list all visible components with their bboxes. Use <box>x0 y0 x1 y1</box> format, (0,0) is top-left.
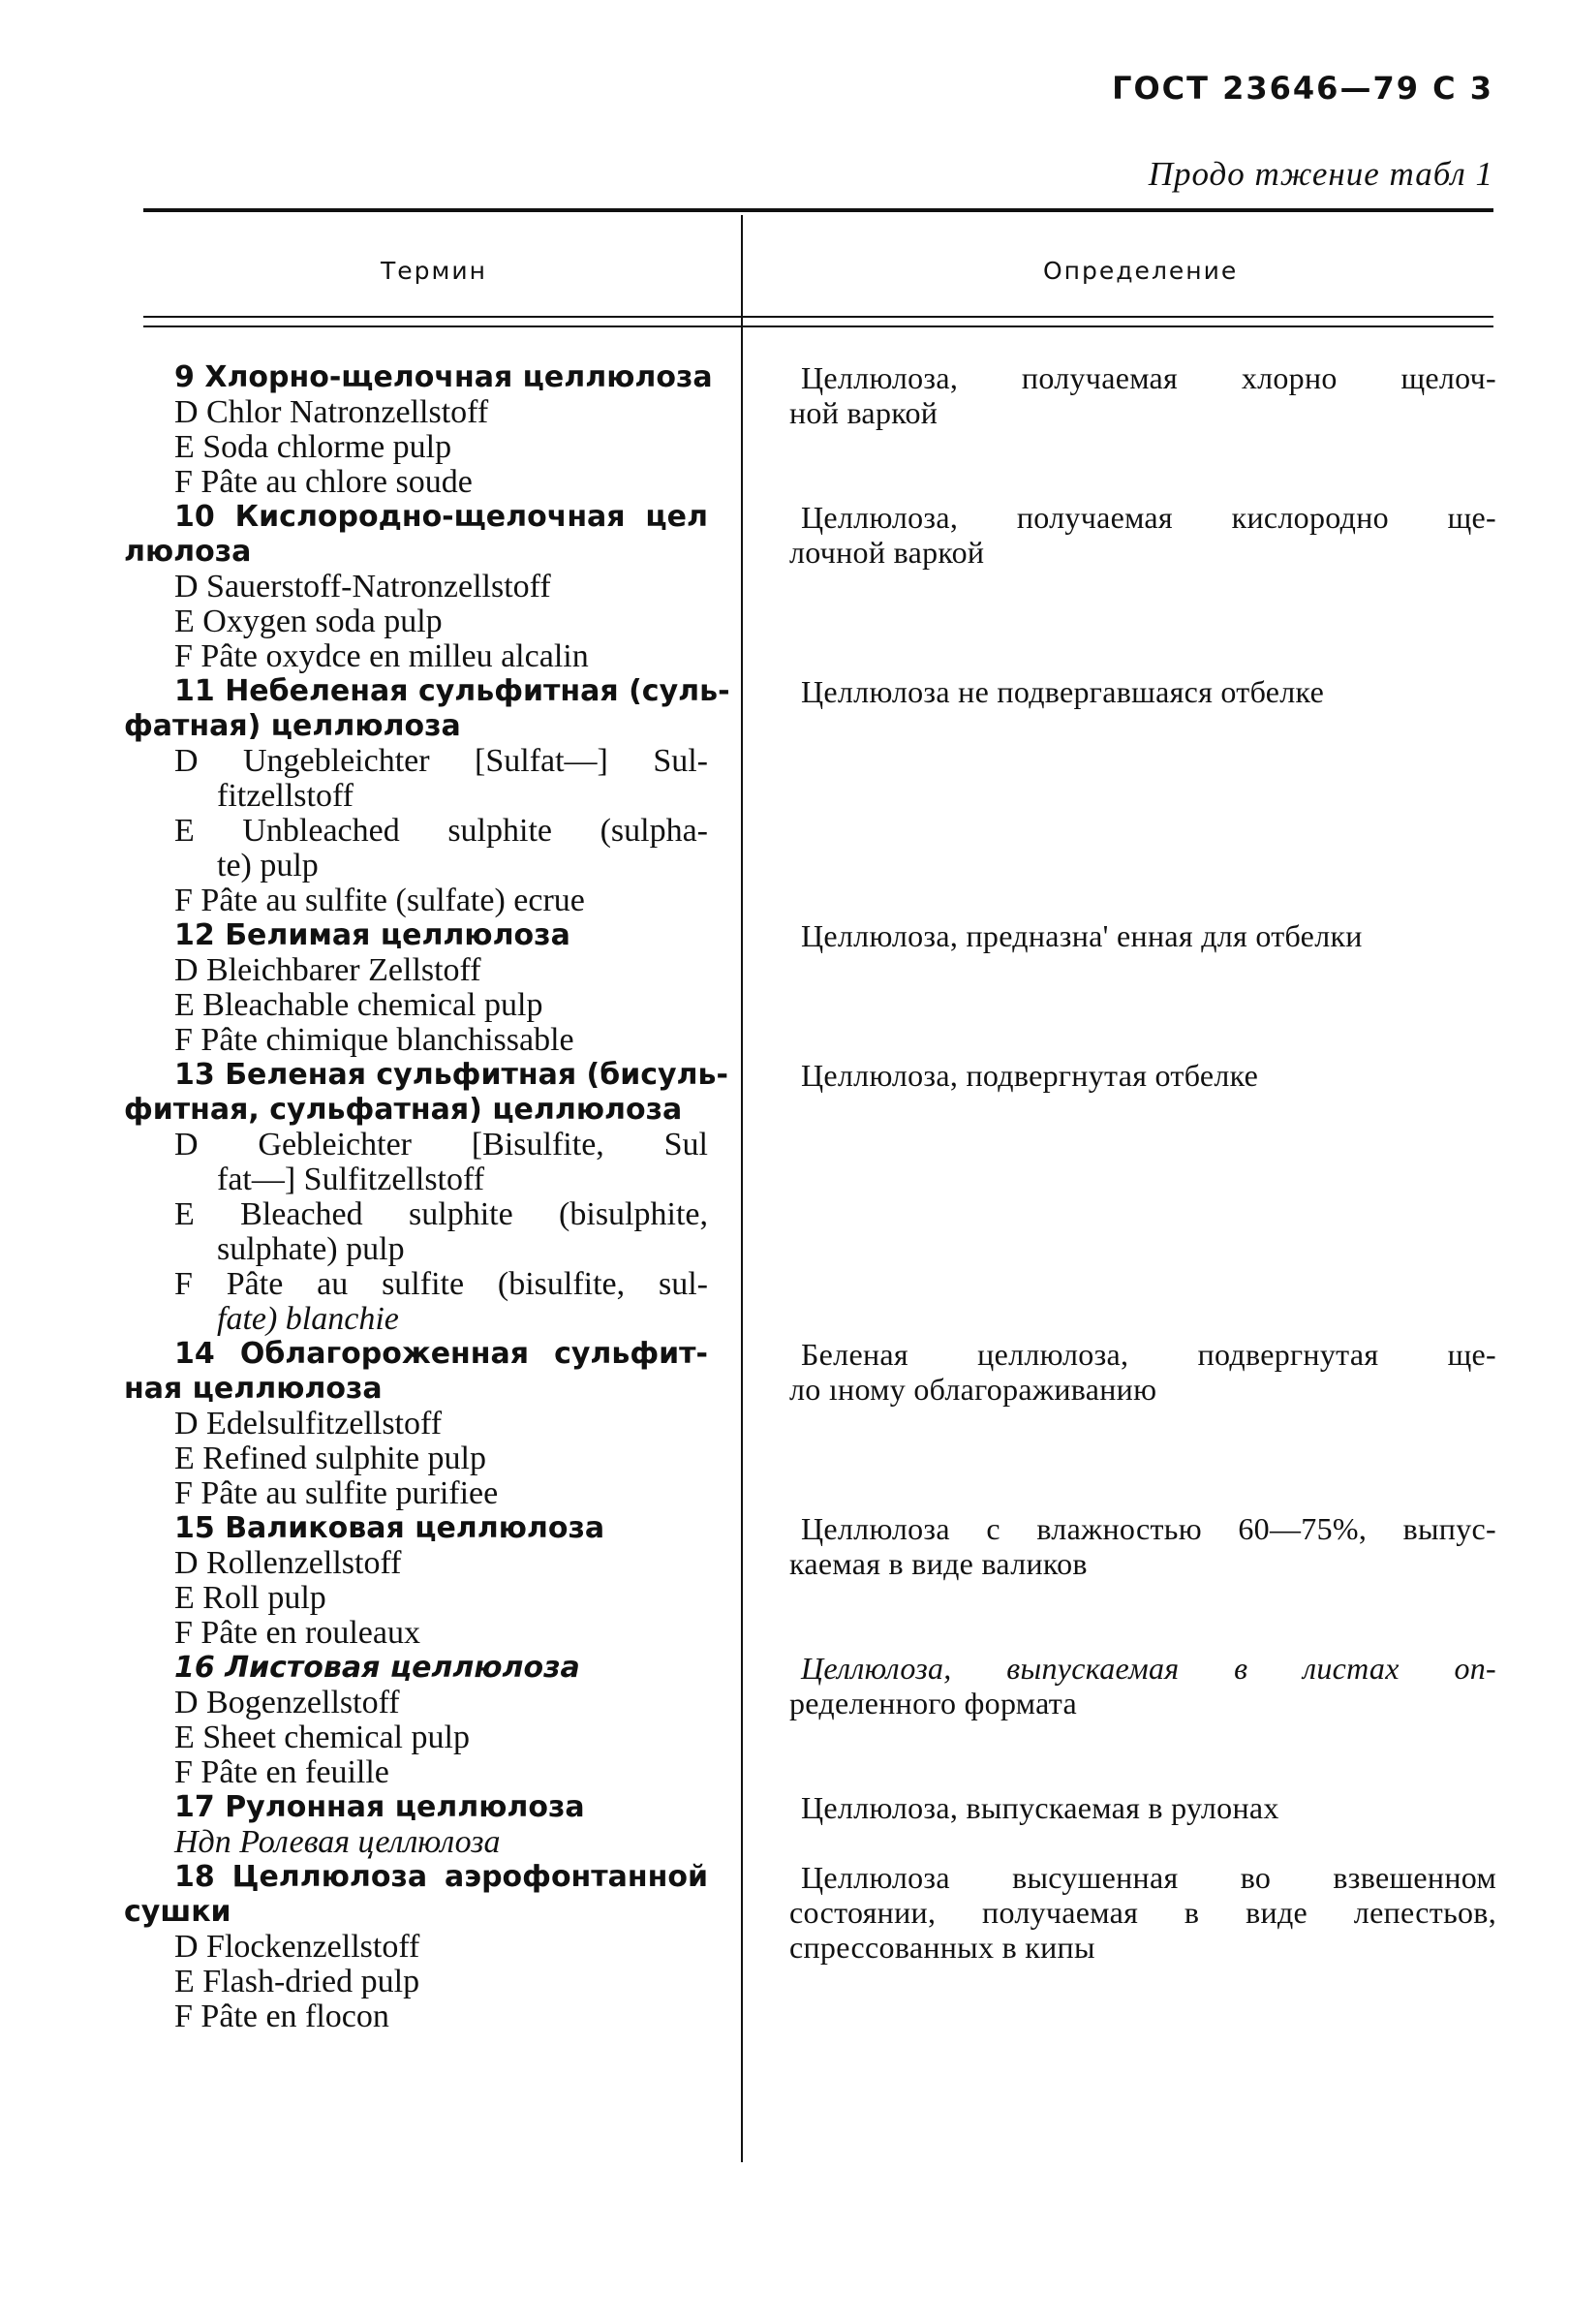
term-heading-cont: люлоза <box>124 535 252 569</box>
definition-text-cont: спрессованных в кипы <box>789 1930 1095 1965</box>
definition-entry-17 <box>789 1790 1496 1825</box>
translation-en: E Unbleached sulphite (sulpha- <box>174 813 708 849</box>
term-entry-12 <box>124 918 708 1058</box>
term-heading: 11 Небеленая сульфитная (суль- <box>174 674 730 708</box>
translation-fr: F Pâte au sulfite (bisulfite, sul- <box>174 1266 708 1302</box>
translation-en: E Bleachable chemical pulp <box>174 987 543 1023</box>
translation-fr: F Pâte chimique blanchissable <box>174 1022 574 1058</box>
translation-de: D Gebleichter [Bisulfite, Sul <box>174 1127 708 1162</box>
translation-de: D Bogenzellstoff <box>174 1685 400 1720</box>
term-entry-15 <box>124 1511 708 1651</box>
term-entry-14 <box>124 1337 708 1511</box>
term-entry-16 <box>124 1651 708 1790</box>
table-continuation-label: Продо тжение табл 1 <box>1148 155 1493 193</box>
definition-text: Целлюлоза высушенная во взвешенном <box>801 1860 1496 1895</box>
term-heading: 15 Валиковая целлюлоза <box>174 1511 605 1545</box>
definition-text-cont: лочной варкой <box>789 535 985 570</box>
term-entry-10 <box>124 500 708 674</box>
translation-fr: F Pâte en flocon <box>174 1999 389 2034</box>
definition-entry-10 <box>789 500 1496 570</box>
term-heading-cont: ная целлюлоза <box>124 1372 383 1406</box>
definition-text-cont: состоянии, получаемая в виде лепестьов, <box>789 1895 1496 1930</box>
translation-en-cont: te) pulp <box>217 848 319 883</box>
definition-text-cont: ло ıному облагораживанию <box>789 1372 1157 1407</box>
translation-de-cont: fat—] Sulfitzellstoff <box>217 1162 485 1197</box>
term-heading: 10 Кислородно-щелочная цел <box>174 500 708 534</box>
table-top-rule <box>143 208 1493 212</box>
definition-text: Целлюлоза, выпускаемая в рулонах <box>801 1790 1279 1825</box>
definition-text: Целлюлоза, выпускаемая в листах оп- <box>801 1651 1496 1686</box>
page-header-standard: ГОСТ 23646—79 С 3 <box>1112 70 1493 107</box>
term-entry-9 <box>124 360 713 500</box>
term-entry-13 <box>124 1058 728 1337</box>
column-header-definition: Определение <box>1043 257 1239 285</box>
header-rule-upper <box>143 316 1493 318</box>
translation-fr-cont: fate) blanchie <box>217 1301 399 1337</box>
term-heading: 14 Облагороженная сульфит- <box>174 1337 708 1371</box>
term-entry-11 <box>124 674 730 918</box>
translation-en: E Sheet chemical pulp <box>174 1720 470 1755</box>
column-divider <box>741 215 743 2162</box>
definition-entry-9 <box>789 360 1496 430</box>
term-heading: 17 Рулонная целлюлоза <box>174 1790 585 1824</box>
translation-de: D Edelsulfitzellstoff <box>174 1406 443 1441</box>
term-heading: 13 Беленая сульфитная (бисуль- <box>174 1058 728 1092</box>
definition-text: Целлюлоза, предназна' енная для отбелки <box>801 918 1363 953</box>
term-entry-18 <box>124 1860 708 2034</box>
translation-de: D Chlor Natronzellstoff <box>174 394 489 430</box>
definition-text: Целлюлоза, подвергнутая отбелке <box>801 1058 1259 1093</box>
term-entry-17 <box>124 1790 708 1860</box>
definition-entry-18 <box>789 1860 1496 1965</box>
translation-en: E Roll pulp <box>174 1580 326 1616</box>
column-header-term: Термин <box>381 257 487 285</box>
translation-fr: F Pâte au chlore soude <box>174 464 473 500</box>
translation-de-cont: fitzellstoff <box>217 778 354 814</box>
definition-entry-11 <box>789 674 1496 709</box>
translation-en: E Refined sulphite pulp <box>174 1441 487 1476</box>
translation-fr: F Pâte au sulfite (sulfate) ecrue <box>174 883 585 918</box>
definition-text-cont: ной варкой <box>789 395 938 430</box>
header-rule-lower <box>143 325 1493 327</box>
translation-fr: F Pâte en feuille <box>174 1754 389 1790</box>
translation-en: E Oxygen soda pulp <box>174 604 443 639</box>
translation-en: E Soda chlorme pulp <box>174 429 452 465</box>
translation-fr: F Pâte au sulfite purifiee <box>174 1475 499 1511</box>
term-heading-cont: фатная) целлюлоза <box>124 709 461 743</box>
definition-entry-14 <box>789 1337 1496 1407</box>
translation-de: D Ungebleichter [Sulfat—] Sul- <box>174 743 708 779</box>
definition-text-cont: каемая в виде валиков <box>789 1546 1088 1581</box>
translation-fr: F Pâte oxydce en milleu alcalin <box>174 638 589 674</box>
definition-entry-15 <box>789 1511 1496 1581</box>
term-heading: 18 Целлюлоза аэрофонтанной <box>174 1860 708 1894</box>
translation-en: E Flash-dried pulp <box>174 1964 420 1999</box>
translation-en: E Bleached sulphite (bisulphite, <box>174 1196 708 1232</box>
translation-de: D Flockenzellstoff <box>174 1929 420 1965</box>
translation-en-cont: sulphate) pulp <box>217 1231 405 1267</box>
term-heading: 12 Белимая целлюлоза <box>174 918 570 952</box>
definition-entry-12 <box>789 918 1496 953</box>
translation-de: D Bleichbarer Zellstoff <box>174 952 481 988</box>
term-heading-cont: сушки <box>124 1895 231 1929</box>
translation-de: D Sauerstoff-Natronzellstoff <box>174 569 551 604</box>
term-heading-cont: фитная, сульфатная) целлюлоза <box>124 1093 683 1127</box>
definition-entry-13 <box>789 1058 1496 1093</box>
definition-text: Целлюлоза не подвергавшаяся отбелке <box>801 674 1325 709</box>
definition-text: Целлюлоза, получаемая хлорно щелоч- <box>801 360 1496 395</box>
deprecated-term: Ндп Ролевая целлюлоза <box>174 1824 501 1860</box>
translation-de: D Rollenzellstoff <box>174 1545 402 1581</box>
translation-fr: F Pâte en rouleaux <box>174 1615 420 1651</box>
term-heading: 16 Листовая целлюлоза <box>174 1651 580 1685</box>
definition-text-cont: ределенного формата <box>789 1686 1077 1720</box>
term-heading: 9 Хлорно-щелочная целлюлоза <box>174 360 713 394</box>
definition-text: Целлюлоза с влажностью 60—75%, выпус- <box>801 1511 1496 1546</box>
definition-text: Беленая целлюлоза, подвергнутая ще- <box>801 1337 1496 1372</box>
definition-entry-16 <box>789 1651 1496 1720</box>
definition-text: Целлюлоза, получаемая кислородно ще- <box>801 500 1496 535</box>
